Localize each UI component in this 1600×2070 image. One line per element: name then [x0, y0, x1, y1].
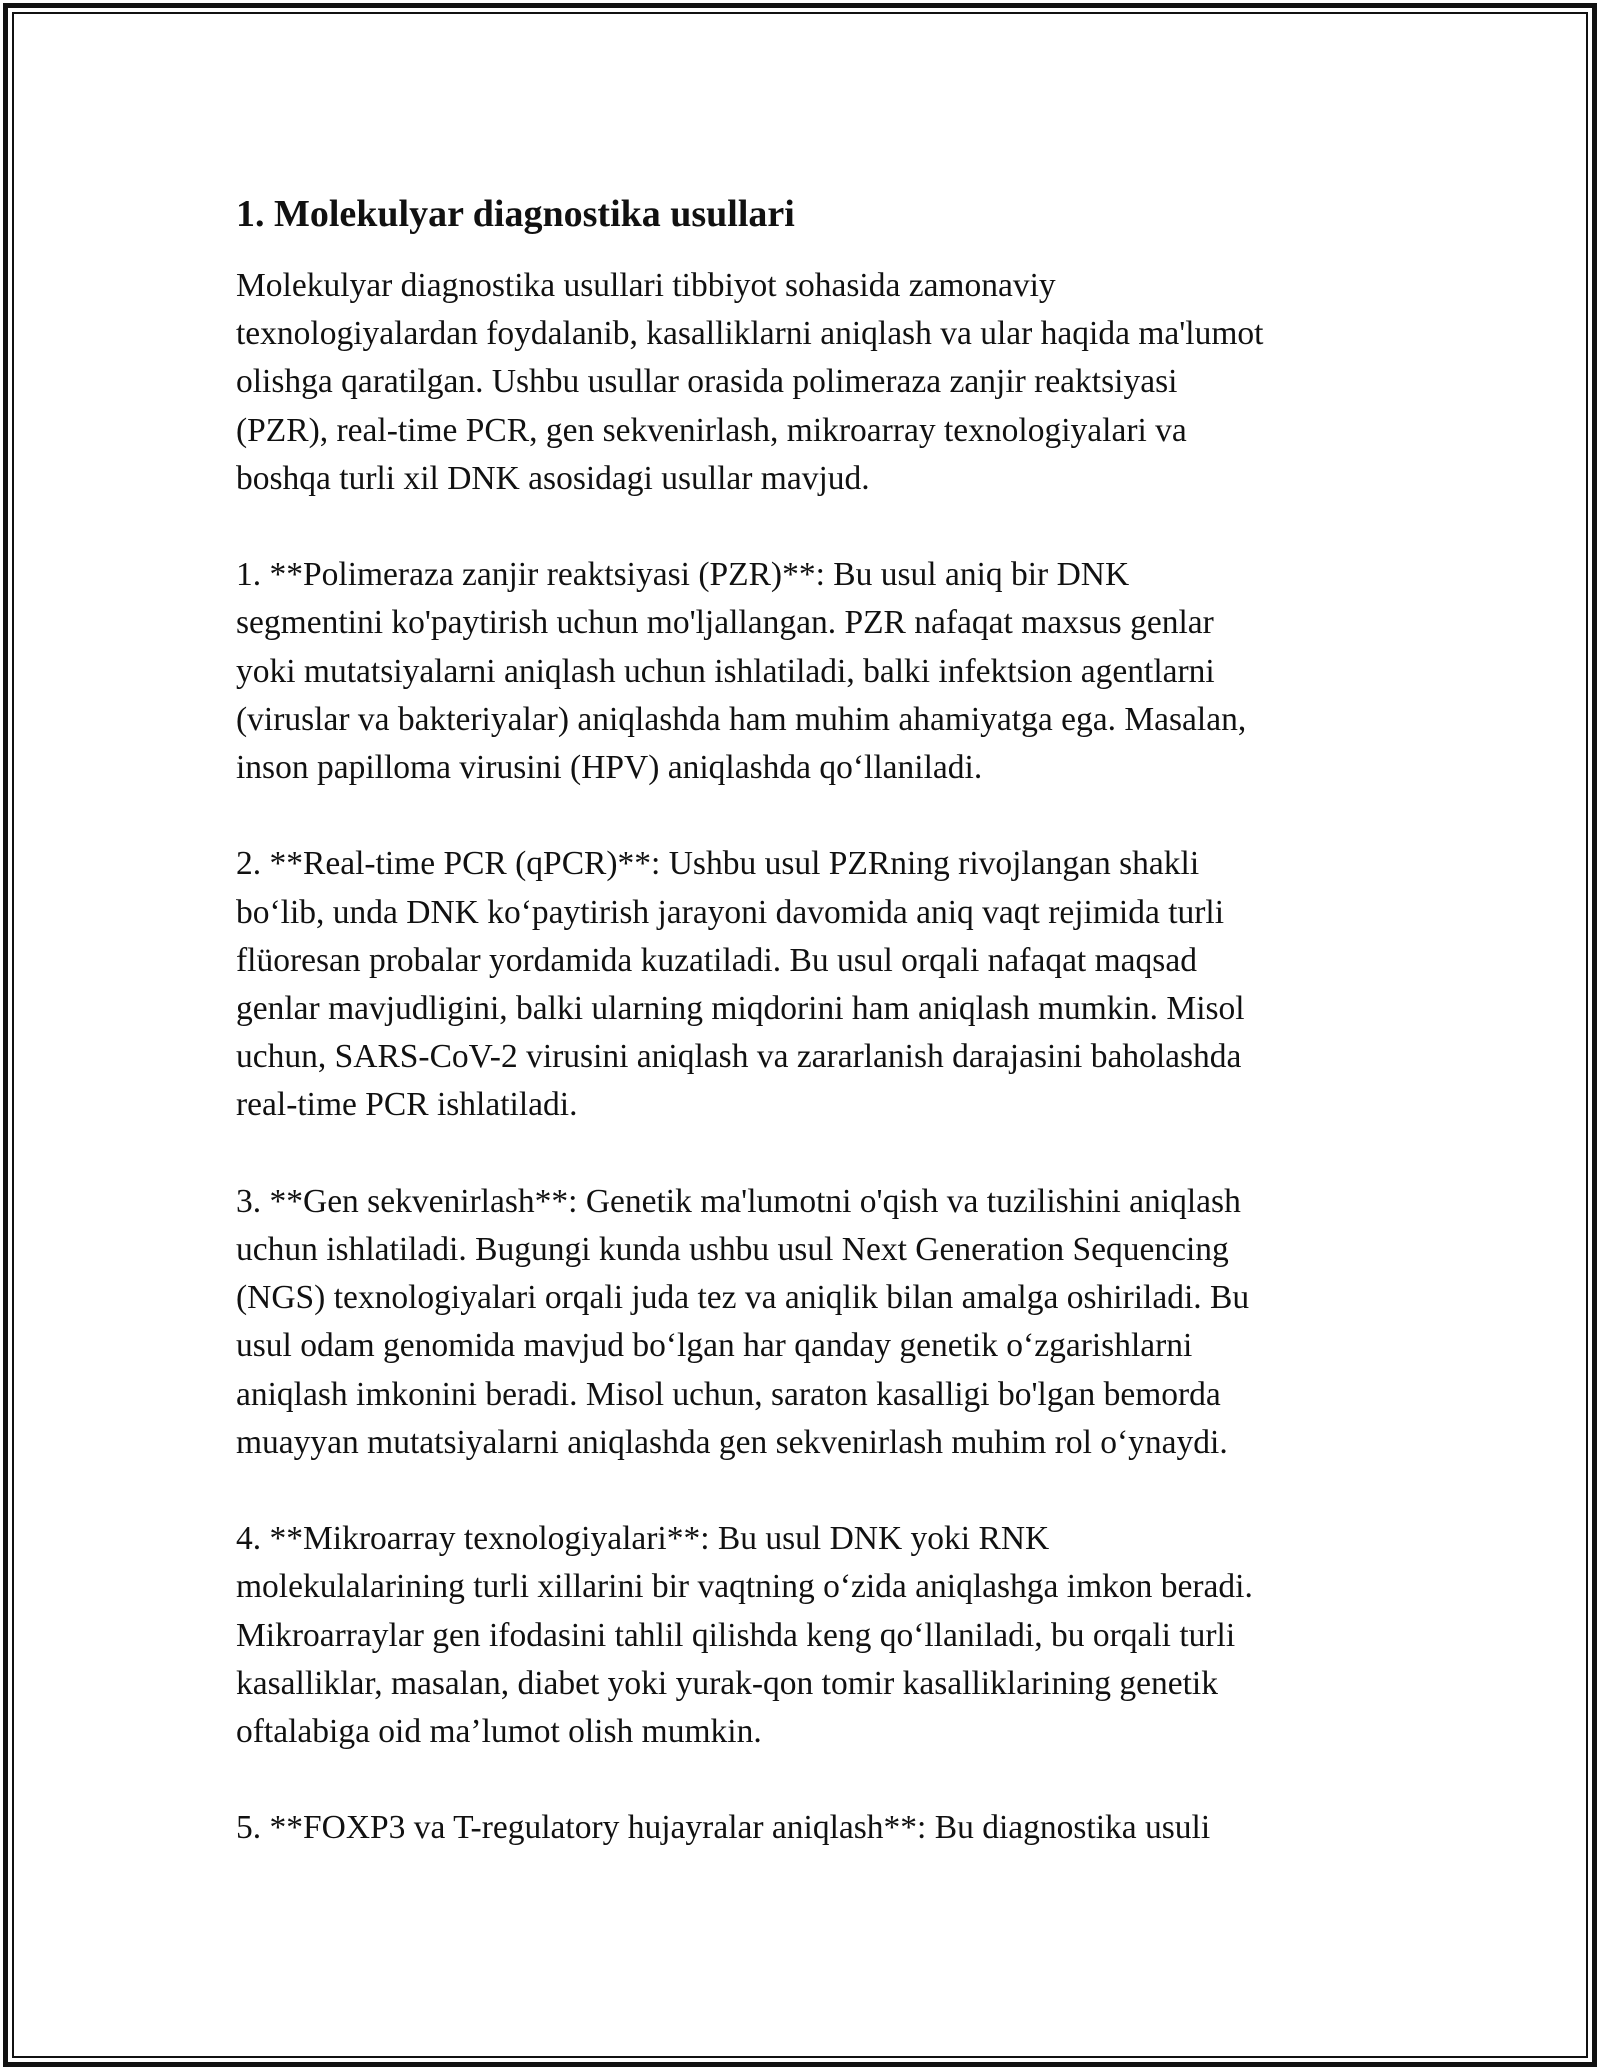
paragraph-item-4-mikroarray: 4. **Mikroarray texnologiyalari**: Bu usul DNK yoki RNK molekulalarining turli xillarini bir vaqtning o‘zida aniqlashga imkon beradi. Mikroarraylar gen ifodasini tahlil qilishda keng qo‘llaniladi, bu orqali turli kasalliklar, masalan, diabet yoki yurak-qon tomir kasalliklarining genetik oftalabiga oid ma’lumot olish mumkin. — [236, 1520, 1253, 1751]
paragraph-item-3-gen-sekvenirlash: 3. **Gen sekvenirlash**: Genetik ma'lumotni o'qish va tuzilishini aniqlash uchun ishlatiladi. Bugungi kunda ushbu usul Next Generation Sequencing (NGS) texnologiyalari orqali juda tez va aniqlik bilan amalga oshiriladi. Bu usul odam genomida mavjud bo‘lgan har qanday genetik o‘zgarishlarni aniqlash imkonini beradi. Misol uchun, saraton kasalligi bo'lgan bemorda muayyan mutatsiyalarni aniqlashda gen sekvenirlash muhim rol o‘ynaydi. — [236, 1182, 1250, 1461]
document-body — [236, 186, 1386, 1901]
paragraph-item-2-qpcr: 2. **Real-time PCR (qPCR)**: Ushbu usul PZRning rivojlangan shakli bo‘lib, unda DNK ko‘paytirish jarayoni davomida aniq vaqt rejimida turli flüoresan probalar yordamida kuzatiladi. Bu usul orqali nafaqat maqsad genlar mavjudligini, balki ularning miqdorini ham aniqlash mumkin. Misol uchun, SARS-CoV-2 virusini aniqlash va zararlanish darajasini baholashda real-time PCR ishlatiladi. — [236, 845, 1245, 1124]
paragraph-intro: Molekulyar diagnostika usullari tibbiyot sohasida zamonaviy texnologiyalardan foydalanib, kasalliklarni aniqlash va ular haqida ma'lumot olishga qaratilgan. Ushbu usullar orasida polimeraza zanjir reaktsiyasi (PZR), real-time PCR, gen sekvenirlash, mikroarray texnologiyalari va boshqa turli xil DNK asosidagi usullar mavjud. — [236, 267, 1264, 497]
paragraph-item-5-foxp3: 5. **FOXP3 va T-regulatory hujayralar aniqlash**: Bu diagnostika usuli — [236, 1809, 1211, 1847]
paragraph-item-1-pzr: 1. **Polimeraza zanjir reaktsiyasi (PZR)**: Bu usul aniq bir DNK segmentini ko'paytirish uchun mo'ljallangan. PZR nafaqat maxsus genlar yoki mutatsiyalarni aniqlash uchun ishlatiladi, balki infektsion agentlarni (viruslar va bakteriyalar) aniqlashda ham muhim ahamiyatga ega. Masalan, inson papilloma virusini (HPV) aniqlashda qo‘llaniladi. — [236, 556, 1247, 787]
section-heading: 1. Molekulyar diagnostika usullari — [236, 193, 795, 235]
